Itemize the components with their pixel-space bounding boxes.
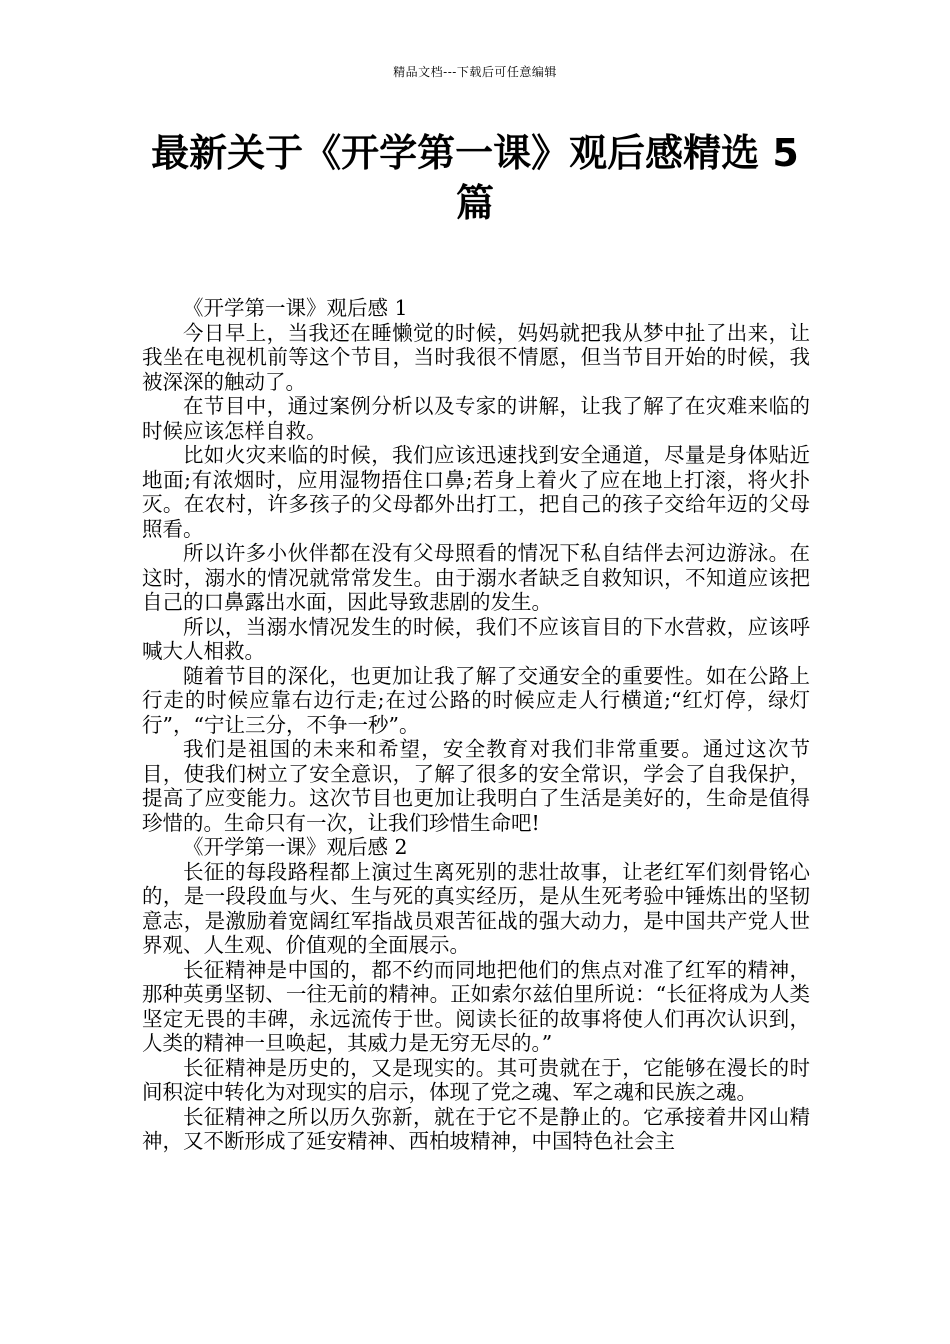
section-heading-1: 《开学第一课》观后感 1 — [183, 296, 408, 320]
document-body — [142, 296, 810, 1154]
paragraph: 比如火灾来临的时候，我们应该迅速找到安全通道，尽量是身体贴近地面;有浓烟时，应用湿物捂住口鼻;若身上着火了应在地上打滚，将火扑灭。在农村，许多孩子的父母都外出打工，把自己的孩子交给年迈的父母照看。 — [142, 443, 810, 541]
paragraph: 我们是祖国的未来和希望，安全教育对我们非常重要。通过这次节目，使我们树立了安全意识，了解了很多的安全常识，学会了自我保护，提高了应变能力。这次节目也更加让我明白了生活是美好的，生命是值得珍惜的。生命只有一次，让我们珍惜生命吧! — [142, 737, 810, 835]
paragraph: 长征精神之所以历久弥新，就在于它不是静止的。它承接着井冈山精神，又不断形成了延安精神、西柏坡精神，中国特色社会主 — [142, 1104, 810, 1153]
paragraph: 长征精神是中国的，都不约而同地把他们的焦点对准了红军的精神，那种英勇坚韧、一往无前的精神。正如索尔兹伯里所说：“长征将成为人类坚定无畏的丰碑，永远流传于世。阅读长征的故事将使人们再次认识到，人类的精神一旦唤起，其威力是无穷无尽的。” — [142, 957, 810, 1055]
paragraph: 长征的每段路程都上演过生离死别的悲壮故事，让老红军们刻骨铭心的，是一段段血与火、生与死的真实经历，是从生死考验中锤炼出的坚韧意志，是激励着宽阔红军指战员艰苦征战的强大动力，是中国共产党人世界观、人生观、价值观的全面展示。 — [142, 859, 810, 957]
paragraph: 在节目中，通过案例分析以及专家的讲解，让我了解了在灾难来临的时候应该怎样自救。 — [142, 394, 810, 443]
paragraph: 所以许多小伙伴都在没有父母照看的情况下私自结伴去河边游泳。在这时，溺水的情况就常常发生。由于溺水者缺乏自救知识，不知道应该把自己的口鼻露出水面，因此导致悲剧的发生。 — [142, 541, 810, 614]
document-title: 最新关于《开学第一课》观后感精选 5 篇 — [151, 131, 799, 225]
paragraph: 随着节目的深化，也更加让我了解了交通安全的重要性。如在公路上行走的时候应靠右边行走;在过公路的时候应走人行横道;“红灯停，绿灯行”，“宁让三分，不争一秒”。 — [142, 663, 810, 737]
section-heading-2: 《开学第一课》观后感 2 — [183, 835, 408, 859]
paragraph: 所以，当溺水情况发生的时候，我们不应该盲目的下水营救，应该呼喊大人相救。 — [142, 614, 810, 663]
paragraph: 今日早上，当我还在睡懒觉的时候，妈妈就把我从梦中扯了出来，让我坐在电视机前等这个节目，当时我很不情愿，但当节目开始的时候，我被深深的触动了。 — [142, 320, 810, 394]
paragraph: 长征精神是历史的，又是现实的。其可贵就在于，它能够在漫长的时间积淀中转化为对现实的启示，体现了党之魂、军之魂和民族之魂。 — [142, 1055, 810, 1104]
page-header: 精品文档---下载后可任意编辑 — [393, 65, 557, 79]
